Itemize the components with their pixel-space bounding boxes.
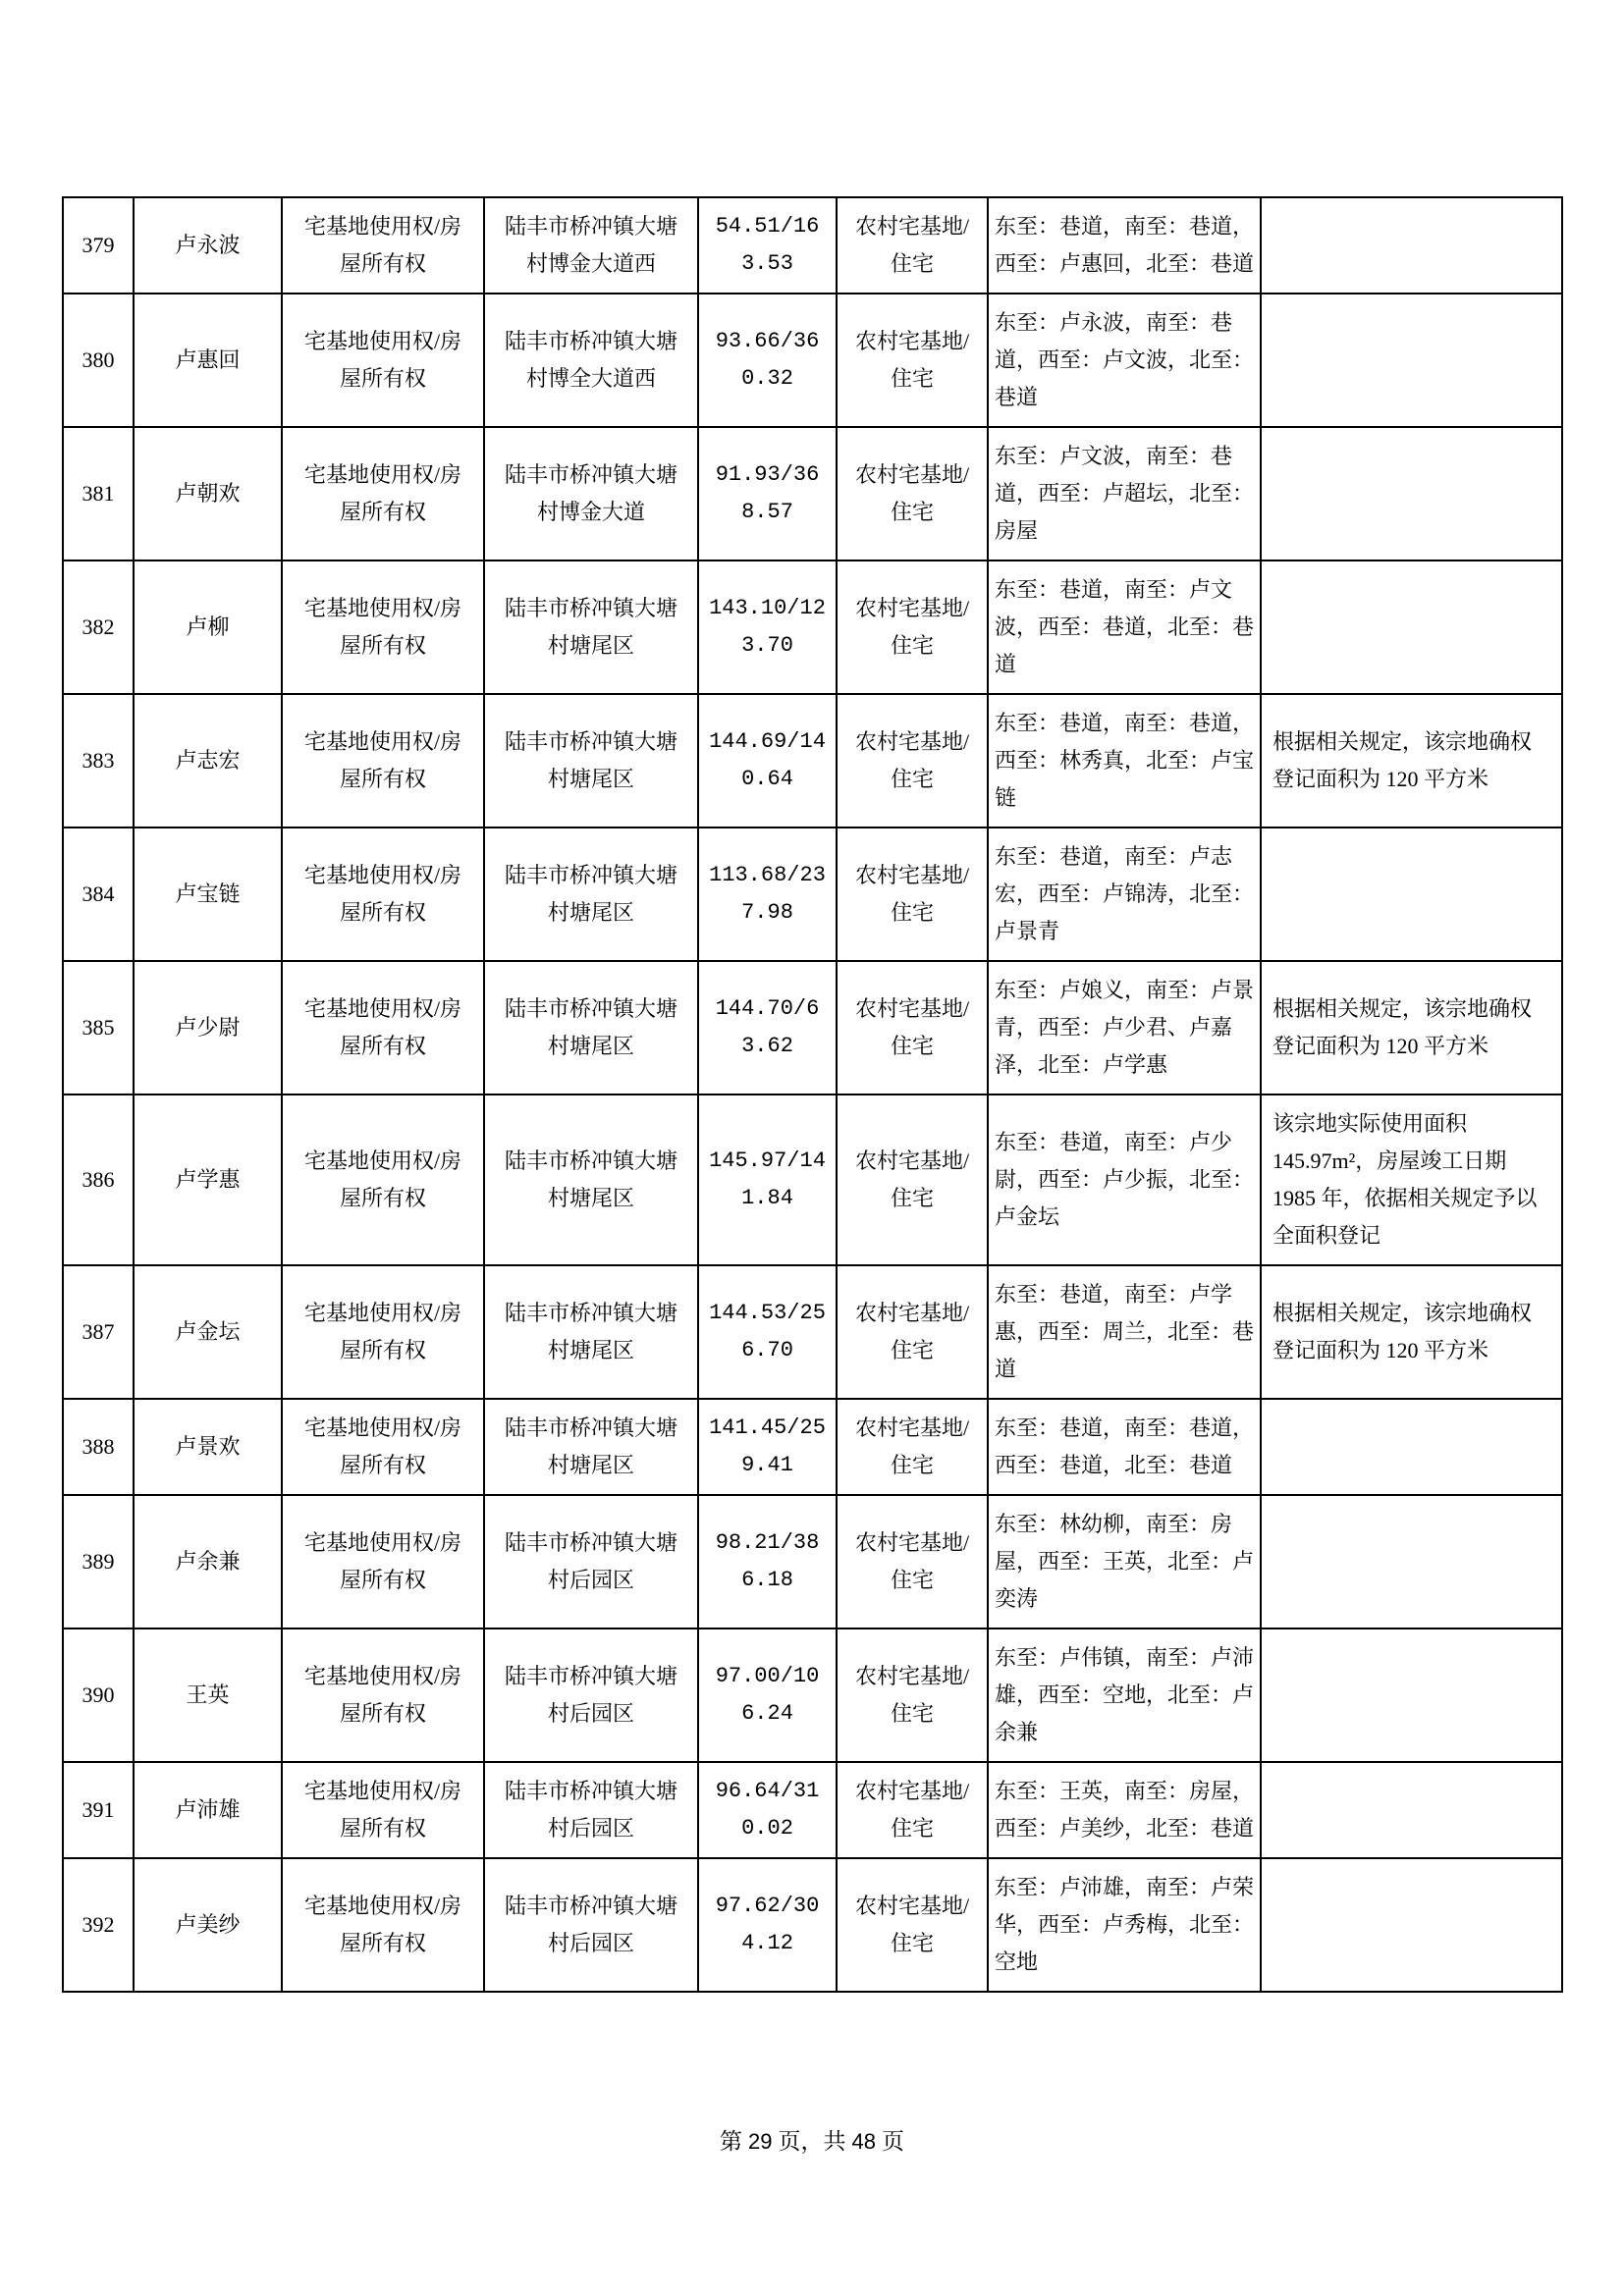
area-cell: 144.69/140.64	[698, 694, 837, 828]
table-row	[63, 197, 1562, 294]
location-cell: 陆丰市桥冲镇大塘村塘尾区	[484, 1399, 698, 1495]
boundaries-cell: 东至：林幼柳，南至：房屋，西至：王英，北至：卢奕涛	[988, 1495, 1261, 1629]
right-type-cell: 宅基地使用权/房屋所有权	[282, 561, 484, 694]
holder-name-cell: 卢少尉	[134, 961, 282, 1095]
table-row	[63, 561, 1562, 694]
remark-cell	[1261, 1495, 1562, 1629]
area-cell: 144.53/256.70	[698, 1265, 837, 1399]
location-cell: 陆丰市桥冲镇大塘村博金大道	[484, 427, 698, 561]
table-row	[63, 1858, 1562, 1992]
land-use-cell: 农村宅基地/住宅	[837, 1858, 988, 1992]
page-footer	[0, 2123, 1624, 2161]
row-number-cell: 386	[63, 1095, 134, 1265]
land-registration-table	[62, 196, 1563, 1993]
boundaries-cell: 东至：卢娘义，南至：卢景青，西至：卢少君、卢嘉泽，北至：卢学惠	[988, 961, 1261, 1095]
holder-name-cell: 卢柳	[134, 561, 282, 694]
boundaries-cell: 东至：卢文波，南至：巷道，西至：卢超坛，北至：房屋	[988, 427, 1261, 561]
area-cell: 93.66/360.32	[698, 294, 837, 427]
location-cell: 陆丰市桥冲镇大塘村塘尾区	[484, 561, 698, 694]
land-use-cell: 农村宅基地/住宅	[837, 561, 988, 694]
row-number-cell: 385	[63, 961, 134, 1095]
boundaries-cell: 东至：巷道，南至：巷道，西至：巷道，北至：巷道	[988, 1399, 1261, 1495]
right-type-cell: 宅基地使用权/房屋所有权	[282, 1399, 484, 1495]
row-number-cell: 392	[63, 1858, 134, 1992]
right-type-cell: 宅基地使用权/房屋所有权	[282, 1495, 484, 1629]
right-type-cell: 宅基地使用权/房屋所有权	[282, 694, 484, 828]
location-cell: 陆丰市桥冲镇大塘村后园区	[484, 1495, 698, 1629]
right-type-cell: 宅基地使用权/房屋所有权	[282, 1265, 484, 1399]
area-cell: 97.62/304.12	[698, 1858, 837, 1992]
location-cell: 陆丰市桥冲镇大塘村后园区	[484, 1762, 698, 1858]
land-use-cell: 农村宅基地/住宅	[837, 961, 988, 1095]
right-type-cell: 宅基地使用权/房屋所有权	[282, 1629, 484, 1762]
land-use-cell: 农村宅基地/住宅	[837, 294, 988, 427]
area-cell: 91.93/368.57	[698, 427, 837, 561]
row-number-cell: 388	[63, 1399, 134, 1495]
boundaries-cell: 东至：巷道，南至：卢学惠，西至：周兰，北至：巷道	[988, 1265, 1261, 1399]
table-row	[63, 1629, 1562, 1762]
holder-name-cell: 卢沛雄	[134, 1762, 282, 1858]
right-type-cell: 宅基地使用权/房屋所有权	[282, 961, 484, 1095]
remark-cell: 根据相关规定，该宗地确权登记面积为 120 平方米	[1261, 694, 1562, 828]
table-row	[63, 828, 1562, 961]
area-cell: 113.68/237.98	[698, 828, 837, 961]
boundaries-cell: 东至：巷道，南至：卢少尉，西至：卢少振，北至：卢金坛	[988, 1095, 1261, 1265]
remark-cell	[1261, 294, 1562, 427]
right-type-cell: 宅基地使用权/房屋所有权	[282, 1858, 484, 1992]
table-row	[63, 1495, 1562, 1629]
row-number-cell: 382	[63, 561, 134, 694]
area-cell: 98.21/386.18	[698, 1495, 837, 1629]
location-cell: 陆丰市桥冲镇大塘村塘尾区	[484, 961, 698, 1095]
holder-name-cell: 卢朝欢	[134, 427, 282, 561]
right-type-cell: 宅基地使用权/房屋所有权	[282, 197, 484, 294]
row-number-cell: 390	[63, 1629, 134, 1762]
remark-cell	[1261, 427, 1562, 561]
location-cell: 陆丰市桥冲镇大塘村后园区	[484, 1858, 698, 1992]
table-row	[63, 1265, 1562, 1399]
right-type-cell: 宅基地使用权/房屋所有权	[282, 828, 484, 961]
land-use-cell: 农村宅基地/住宅	[837, 427, 988, 561]
table-row	[63, 1095, 1562, 1265]
table-row	[63, 1762, 1562, 1858]
location-cell: 陆丰市桥冲镇大塘村塘尾区	[484, 828, 698, 961]
remark-cell	[1261, 1762, 1562, 1858]
boundaries-cell: 东至：巷道，南至：巷道，西至：林秀真，北至：卢宝链	[988, 694, 1261, 828]
holder-name-cell: 卢志宏	[134, 694, 282, 828]
land-use-cell: 农村宅基地/住宅	[837, 694, 988, 828]
land-use-cell: 农村宅基地/住宅	[837, 197, 988, 294]
row-number-cell: 384	[63, 828, 134, 961]
footer-total-pages: 48	[851, 2129, 876, 2154]
boundaries-cell: 东至：卢永波，南至：巷道，西至：卢文波，北至：巷道	[988, 294, 1261, 427]
holder-name-cell: 卢学惠	[134, 1095, 282, 1265]
holder-name-cell: 卢景欢	[134, 1399, 282, 1495]
remark-cell	[1261, 1399, 1562, 1495]
right-type-cell: 宅基地使用权/房屋所有权	[282, 427, 484, 561]
land-use-cell: 农村宅基地/住宅	[837, 1762, 988, 1858]
land-use-cell: 农村宅基地/住宅	[837, 1095, 988, 1265]
boundaries-cell: 东至：卢沛雄，南至：卢荣华，西至：卢秀梅，北至：空地	[988, 1858, 1261, 1992]
right-type-cell: 宅基地使用权/房屋所有权	[282, 294, 484, 427]
row-number-cell: 383	[63, 694, 134, 828]
area-cell: 96.64/310.02	[698, 1762, 837, 1858]
boundaries-cell: 东至：卢伟镇，南至：卢沛雄，西至：空地，北至：卢余兼	[988, 1629, 1261, 1762]
footer-page-number: 29	[748, 2129, 773, 2154]
area-cell: 145.97/141.84	[698, 1095, 837, 1265]
remark-cell: 该宗地实际使用面积 145.97m²，房屋竣工日期 1985 年，依据相关规定予以全面积登记	[1261, 1095, 1562, 1265]
location-cell: 陆丰市桥冲镇大塘村后园区	[484, 1629, 698, 1762]
location-cell: 陆丰市桥冲镇大塘村塘尾区	[484, 694, 698, 828]
remark-cell: 根据相关规定，该宗地确权登记面积为 120 平方米	[1261, 961, 1562, 1095]
location-cell: 陆丰市桥冲镇大塘村塘尾区	[484, 1265, 698, 1399]
row-number-cell: 379	[63, 197, 134, 294]
holder-name-cell: 卢宝链	[134, 828, 282, 961]
area-cell: 144.70/63.62	[698, 961, 837, 1095]
land-use-cell: 农村宅基地/住宅	[837, 1399, 988, 1495]
table-row	[63, 694, 1562, 828]
area-cell: 143.10/123.70	[698, 561, 837, 694]
table-row	[63, 961, 1562, 1095]
location-cell: 陆丰市桥冲镇大塘村博全大道西	[484, 294, 698, 427]
holder-name-cell: 卢惠回	[134, 294, 282, 427]
location-cell: 陆丰市桥冲镇大塘村博金大道西	[484, 197, 698, 294]
remark-cell: 根据相关规定，该宗地确权登记面积为 120 平方米	[1261, 1265, 1562, 1399]
holder-name-cell: 卢金坛	[134, 1265, 282, 1399]
land-use-cell: 农村宅基地/住宅	[837, 1265, 988, 1399]
holder-name-cell: 卢余兼	[134, 1495, 282, 1629]
remark-cell	[1261, 1858, 1562, 1992]
row-number-cell: 381	[63, 427, 134, 561]
remark-cell	[1261, 1629, 1562, 1762]
footer-prefix: 第	[720, 2129, 743, 2154]
area-cell: 141.45/259.41	[698, 1399, 837, 1495]
remark-cell	[1261, 197, 1562, 294]
land-use-cell: 农村宅基地/住宅	[837, 828, 988, 961]
area-cell: 54.51/163.53	[698, 197, 837, 294]
boundaries-cell: 东至：巷道，南至：卢志宏，西至：卢锦涛，北至：卢景青	[988, 828, 1261, 961]
land-use-cell: 农村宅基地/住宅	[837, 1629, 988, 1762]
right-type-cell: 宅基地使用权/房屋所有权	[282, 1762, 484, 1858]
remark-cell	[1261, 561, 1562, 694]
holder-name-cell: 卢永波	[134, 197, 282, 294]
row-number-cell: 380	[63, 294, 134, 427]
row-number-cell: 387	[63, 1265, 134, 1399]
footer-suffix: 页	[881, 2129, 904, 2154]
area-cell: 97.00/106.24	[698, 1629, 837, 1762]
table-row	[63, 294, 1562, 427]
boundaries-cell: 东至：巷道，南至：卢文波，西至：巷道，北至：巷道	[988, 561, 1261, 694]
location-cell: 陆丰市桥冲镇大塘村塘尾区	[484, 1095, 698, 1265]
land-use-cell: 农村宅基地/住宅	[837, 1495, 988, 1629]
row-number-cell: 391	[63, 1762, 134, 1858]
row-number-cell: 389	[63, 1495, 134, 1629]
table-row	[63, 1399, 1562, 1495]
holder-name-cell: 卢美纱	[134, 1858, 282, 1992]
right-type-cell: 宅基地使用权/房屋所有权	[282, 1095, 484, 1265]
remark-cell	[1261, 828, 1562, 961]
boundaries-cell: 东至：王英，南至：房屋，西至：卢美纱，北至：巷道	[988, 1762, 1261, 1858]
footer-middle: 页，共	[778, 2129, 846, 2154]
table-row	[63, 427, 1562, 561]
holder-name-cell: 王英	[134, 1629, 282, 1762]
boundaries-cell: 东至：巷道，南至：巷道，西至：卢惠回，北至：巷道	[988, 197, 1261, 294]
